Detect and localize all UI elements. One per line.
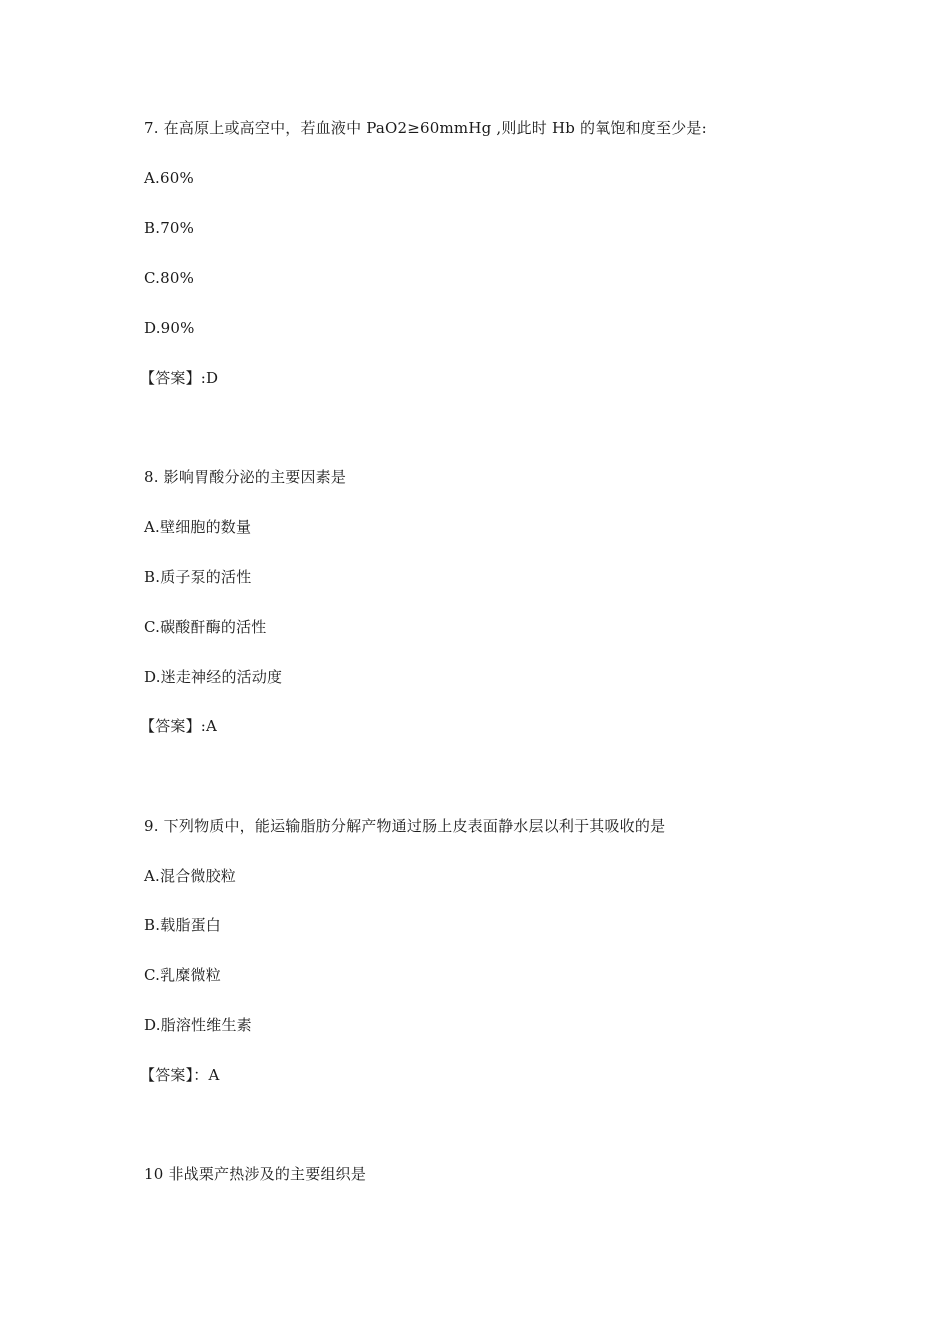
question-7-answer: 【答案】:D [140, 369, 219, 387]
question-9-option-b: B.载脂蛋白 [144, 916, 221, 934]
question-9-answer: 【答案】：A [140, 1066, 220, 1084]
question-9-option-d: D.脂溶性维生素 [144, 1016, 252, 1034]
question-8-option-a: A.壁细胞的数量 [144, 518, 252, 536]
question-8-option-c: C.碳酸酐酶的活性 [144, 618, 267, 636]
question-10-stem: 10 非战栗产热涉及的主要组织是 [144, 1165, 367, 1183]
question-8-answer: 【答案】:A [140, 717, 218, 735]
question-8-stem: 8. 影响胃酸分泌的主要因素是 [144, 468, 347, 486]
question-8-option-b: B.质子泵的活性 [144, 568, 252, 586]
question-7-option-c: C.80% [144, 269, 195, 287]
question-7-option-d: D.90% [144, 319, 195, 337]
question-7-option-a: A.60% [144, 169, 194, 187]
question-7-option-b: B.70% [144, 219, 195, 237]
question-9-stem: 9. 下列物质中，能运输脂肪分解产物通过肠上皮表面静水层以利于其吸收的是 [144, 817, 666, 835]
question-8-option-d: D.迷走神经的活动度 [144, 668, 283, 686]
question-9-option-c: C.乳糜微粒 [144, 966, 221, 984]
question-9-option-a: A.混合微胶粒 [144, 867, 237, 885]
question-7-stem: 7. 在高原上或高空中，若血液中 PaO2≥60mmHg ,则此时 Hb 的氧饱和度至少是: [144, 119, 707, 137]
